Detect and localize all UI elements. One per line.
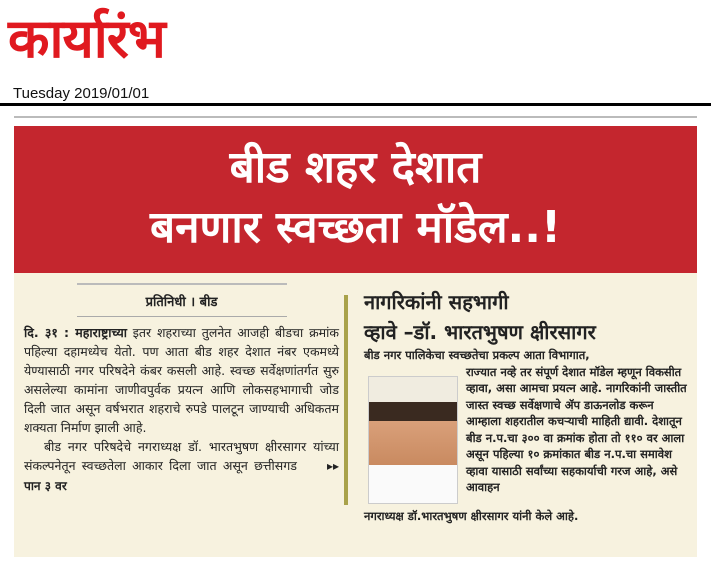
- right-article: [364, 287, 689, 524]
- headline-line-1: बीड शहर देशात: [229, 142, 482, 193]
- divider: [14, 116, 697, 118]
- newspaper-logo: कार्यारंभ: [8, 7, 165, 70]
- publication-date: Tuesday 2019/01/01: [13, 85, 150, 102]
- left-article: [24, 283, 339, 496]
- headline-line-2: बनणार स्वच्छता मॉडेल..!: [149, 202, 562, 253]
- dateline: दि. ३१ : महाराष्ट्राच्या: [24, 325, 127, 340]
- subheadline-line-1: नागरिकांनी सहभागी: [364, 290, 509, 314]
- subheadline: [364, 287, 689, 347]
- portrait-photo: [368, 376, 458, 504]
- column-divider: [344, 295, 348, 505]
- closing-text: नगराध्यक्ष डॉ.भारतभुषण क्षीरसागर यांनी केले आहे.: [364, 508, 579, 523]
- divider: [77, 316, 287, 317]
- headline-banner: [14, 126, 697, 273]
- paragraph: [24, 323, 339, 437]
- paragraph-text: बीड नगर परिषदेचे नगराध्यक्ष डॉ. भारतभुषण क्षीरसागर यांच्या संकल्पनेतून स्वच्छतेला आकार दिला जात असून छत्तीसगड: [24, 439, 339, 473]
- continued-link[interactable]: ▸▸ पान ३ वर: [24, 459, 339, 493]
- article-text: राज्यात नव्हे तर संपूर्ण देशात मॉडेल म्हणून विकसीत व्हावा, असा आमचा प्रयत्न आहे. नागरिकांनी जास्तीत जास्त स्वच्छ सर्वेक्षणाचे ॲप डाऊनलोड करून आम्हाला शहरातील कचऱ्याची माहिती द्यावी. देशातून बीड न.प.चा ३०० वा क्रमांक होता तो ११० वर आला असून पहिल्या १० क्रमांकात बीड न.प.चा समावेश व्हावा यासाठी सर्वांच्या सहकार्याची गरज आहे, असे आवाहन: [466, 364, 687, 494]
- subheadline-line-2: व्हावे –डॉ. भारतभुषण क्षीरसागर: [364, 320, 596, 344]
- divider: [0, 103, 711, 106]
- article-body: [14, 273, 697, 557]
- paragraph: [24, 437, 339, 496]
- lead-text: बीड नगर पालिकेचा स्वच्छतेचा प्रकल्प आता विभागात,: [364, 348, 590, 362]
- paragraph-text: इतर शहराच्या तुलनेत आजही बीडचा क्रमांक पहिल्या दहामध्येच येतो. पण आता बीड शहर देशात नंबर एकमध्ये येण्यासाठी नगर परिषदेने कंबर कसली आहे. स्वच्छ सर्वेक्षणांतर्गत सुरु असलेल्या कामांना जाणीवपुर्वक प्रयत्न आणि लोकसहभागाची जोड दिली जात असून वर्षभरात शहराचे रुपडे पालटून जाण्याची अधिकतम शक्यता निर्माण झाली आहे.: [24, 325, 339, 435]
- byline: प्रतिनिधी । बीड: [145, 295, 218, 310]
